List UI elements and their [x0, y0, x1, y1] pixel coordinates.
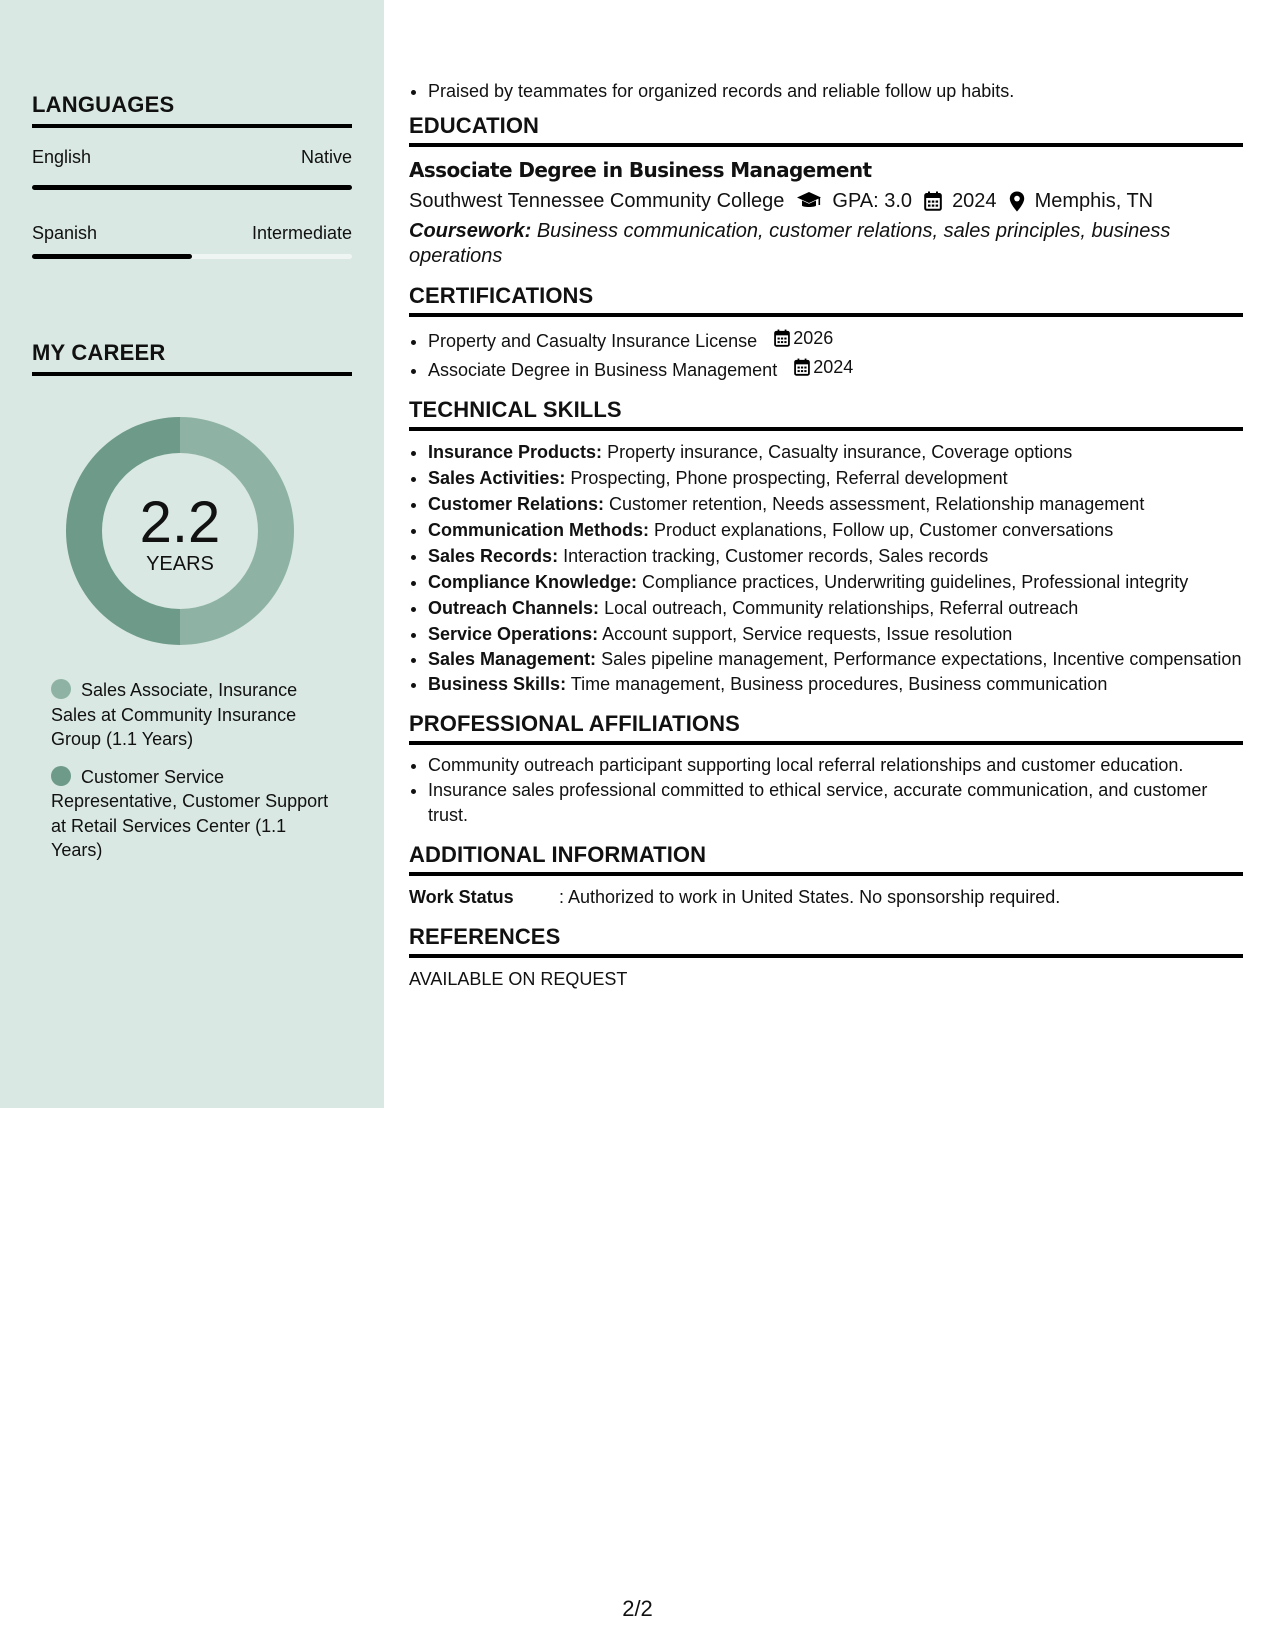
certification-name: Associate Degree in Business Management: [428, 360, 778, 380]
career-donut-chart: [66, 417, 294, 645]
calendar-icon: [924, 191, 942, 211]
certification-year: 2026: [793, 328, 834, 348]
list-item: [428, 621, 1243, 647]
language-bar-english: [32, 185, 352, 190]
language-row-spanish: [32, 223, 352, 244]
skill-label: Sales Records:: [428, 546, 559, 566]
list-item: [428, 517, 1243, 543]
career-legend: [51, 678, 341, 876]
list-item: • Praised by teammates for organized records and reliable follow up habits.: [428, 78, 1243, 105]
references-section: [409, 924, 1243, 992]
education-meta: [409, 185, 1243, 217]
language-name: Spanish: [32, 223, 98, 243]
skill-label: Customer Relations:: [428, 494, 605, 514]
skill-label: Sales Activities:: [428, 468, 566, 488]
skill-value: Time management, Business procedures, Business communication: [570, 674, 1108, 694]
additional-info-section: [409, 842, 1243, 910]
education-gpa: GPA: 3.0: [832, 190, 913, 212]
language-bar-fill: [32, 254, 192, 259]
education-school: Southwest Tennessee Community College: [409, 190, 785, 212]
language-row-english: [32, 147, 352, 168]
list-item: [428, 569, 1243, 595]
language-level: Intermediate: [251, 223, 352, 243]
skills-list: [409, 439, 1243, 697]
page-number: 2/2: [622, 1596, 653, 1621]
education-section: [409, 113, 1243, 269]
skill-label: Sales Management:: [428, 649, 597, 669]
references-heading: REFERENCES: [409, 924, 1243, 958]
skill-label: Communication Methods:: [428, 520, 649, 540]
list-item: [428, 325, 1243, 354]
skill-value: Prospecting, Phone prospecting, Referral development: [570, 468, 1008, 488]
list-item: [428, 671, 1243, 697]
list-item: [428, 491, 1243, 517]
skill-label: Service Operations:: [428, 624, 599, 644]
skill-value: Sales pipeline management, Performance expectations, Incentive compensation: [601, 649, 1242, 669]
skill-value: Property insurance, Casualty insurance, Coverage options: [607, 442, 1073, 462]
certifications-section: [409, 283, 1243, 383]
certification-year: 2024: [813, 357, 854, 377]
career-legend-label: Sales Associate, Insurance Sales at Community Insurance Group (1.1 Years): [51, 680, 298, 749]
technical-skills-section: [409, 397, 1243, 697]
career-legend-item: [51, 765, 341, 863]
references-text: AVAILABLE ON REQUEST: [409, 969, 628, 989]
work-status-value: : Authorized to work in United States. No sponsorship required.: [559, 887, 1061, 907]
education-coursework: [409, 219, 1243, 269]
affiliations-list: [409, 753, 1243, 828]
language-name: English: [32, 147, 92, 167]
list-item: [428, 647, 1243, 671]
graduation-cap-icon: [796, 191, 822, 211]
coursework-label: Coursework:: [409, 220, 532, 242]
list-item: [428, 543, 1243, 569]
skill-value: Local outreach, Community relationships, Referral outreach: [604, 598, 1079, 618]
intro-bullets: [409, 78, 1243, 105]
work-status-label: Work Status: [409, 887, 514, 907]
skill-value: Compliance practices, Underwriting guidelines, Professional integrity: [642, 572, 1189, 592]
skill-value: Interaction tracking, Customer records, Sales records: [563, 546, 989, 566]
language-bar-spanish: [32, 254, 352, 259]
main-content: [409, 78, 1243, 992]
career-total-unit: YEARS: [146, 553, 214, 575]
sidebar: [0, 0, 384, 1108]
affiliations-section: [409, 711, 1243, 828]
list-item: [428, 354, 1243, 383]
skill-label: Business Skills:: [428, 674, 567, 694]
certifications-heading: CERTIFICATIONS: [409, 283, 1243, 317]
career-total-value: 2.2: [139, 490, 221, 555]
list-item: • Community outreach participant supporting local referral relationships and customer education.: [428, 753, 1243, 778]
map-pin-icon: [1009, 191, 1025, 212]
certification-name: Property and Casualty Insurance License: [428, 331, 758, 351]
skill-value: Customer retention, Needs assessment, Relationship management: [609, 494, 1145, 514]
skill-label: Compliance Knowledge:: [428, 572, 638, 592]
calendar-icon: [794, 358, 810, 376]
legend-dot-icon: [51, 766, 71, 786]
skill-label: Insurance Products:: [428, 442, 603, 462]
legend-dot-icon: [51, 679, 71, 699]
affiliations-heading: PROFESSIONAL AFFILIATIONS: [409, 711, 1243, 745]
technical-skills-heading: TECHNICAL SKILLS: [409, 397, 1243, 431]
career-heading: MY CAREER: [32, 340, 352, 376]
language-level: Native: [300, 147, 352, 167]
work-status-row: [409, 884, 1243, 910]
calendar-icon: [774, 329, 790, 347]
skill-value: Product explanations, Follow up, Customer conversations: [654, 520, 1114, 540]
education-location: Memphis, TN: [1034, 190, 1154, 212]
certifications-list: [409, 325, 1243, 383]
skill-label: Outreach Channels:: [428, 598, 600, 618]
skill-value: Account support, Service requests, Issue resolution: [602, 624, 1013, 644]
additional-info-heading: ADDITIONAL INFORMATION: [409, 842, 1243, 876]
coursework-text: Business communication, customer relations, sales principles, business operations: [409, 220, 1171, 267]
career-legend-item: [51, 678, 341, 752]
list-item: [428, 439, 1243, 465]
list-item: • Insurance sales professional committed to ethical service, accurate communication, and customer trust.: [428, 778, 1243, 828]
list-item: [428, 595, 1243, 621]
education-degree: Associate Degree in Business Management: [409, 158, 872, 182]
language-bar-fill: [32, 185, 352, 190]
career-legend-label: Customer Service Representative, Customer Support at Retail Services Center (1.1 Years): [51, 766, 329, 860]
languages-heading: LANGUAGES: [32, 92, 352, 128]
education-year: 2024: [952, 190, 997, 212]
education-heading: EDUCATION: [409, 113, 1243, 147]
list-item: [428, 465, 1243, 491]
